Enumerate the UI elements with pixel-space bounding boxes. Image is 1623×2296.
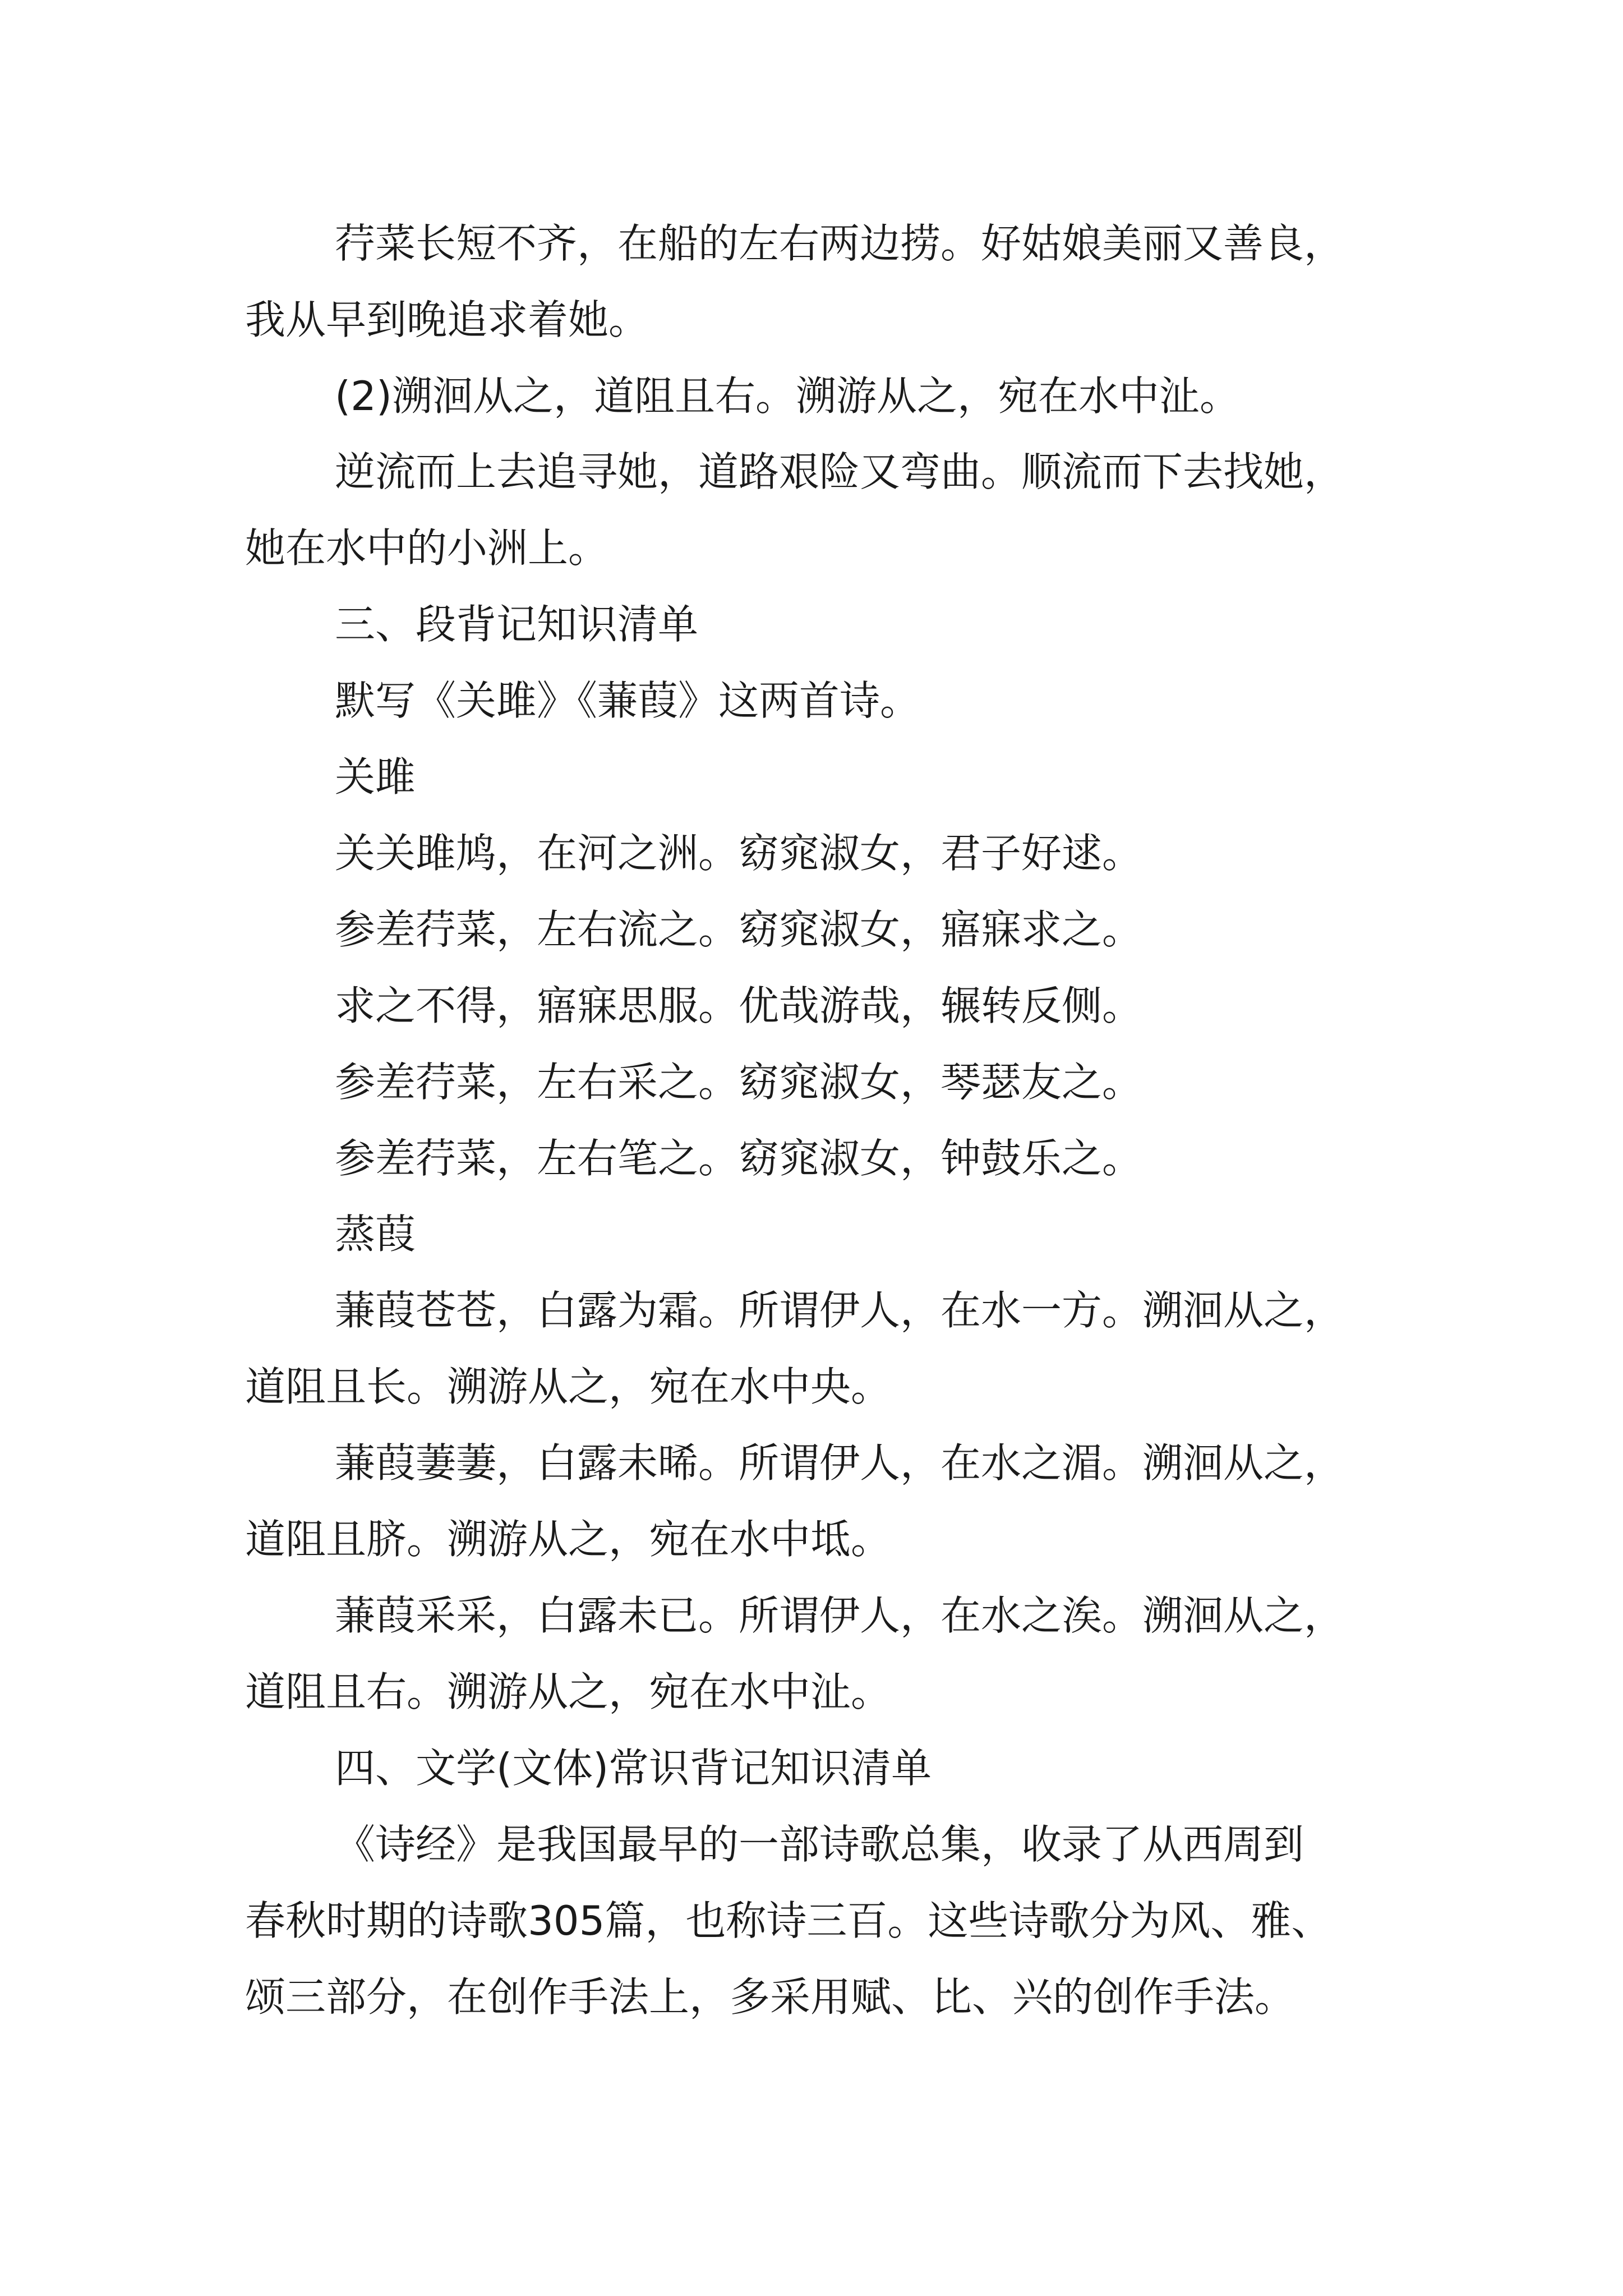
paragraph-line: (2)溯洄从之，道阻且右。溯游从之，宛在水中沚。: [335, 372, 1240, 420]
section-heading: 三、段背记知识清单: [335, 601, 699, 648]
poem-title: 关雎: [335, 753, 416, 800]
paragraph-line: 荇菜长短不齐，在船的左右两边捞。好姑娘美丽又善良，: [335, 220, 1345, 267]
paragraph-line: 默写《关雎》《蒹葭》这两首诗。: [335, 677, 921, 724]
poem-line: 蒹葭萋萋，白露未晞。所谓伊人，在水之湄。溯洄从之，: [335, 1439, 1345, 1487]
paragraph-line: 逆流而上去追寻她，道路艰险又弯曲。顺流而下去找她，: [335, 448, 1345, 495]
paragraph-line: 《诗经》是我国最早的一部诗歌总集，收录了从西周到: [335, 1821, 1304, 1868]
section-heading: 四、文学(文体)常识背记知识清单: [335, 1745, 932, 1792]
poem-line: 蒹葭采采，白露未已。所谓伊人，在水之涘。溯洄从之，: [335, 1592, 1345, 1639]
paragraph-line: 春秋时期的诗歌305篇，也称诗三百。这些诗歌分为风、雅、: [245, 1897, 1332, 1944]
poem-line: 求之不得，寤寐思服。优哉游哉，辗转反侧。: [335, 982, 1143, 1029]
poem-line: 关关雎鸠，在河之洲。窈窕淑女，君子好逑。: [335, 830, 1143, 877]
paragraph-line: 我从早到晚追求着她。: [245, 296, 649, 343]
poem-line: 参差荇菜，左右笔之。窈窕淑女，钟鼓乐之。: [335, 1135, 1143, 1182]
paragraph-line: 她在水中的小洲上。: [245, 524, 609, 572]
poem-line: 蒹葭苍苍，白露为霜。所谓伊人，在水一方。溯洄从之，: [335, 1287, 1345, 1334]
poem-title: 蒸葭: [335, 1211, 416, 1258]
paragraph-line: 颂三部分，在创作手法上，多采用赋、比、兴的创作手法。: [245, 1973, 1295, 2021]
poem-line: 道阻且脐。溯游从之，宛在水中坻。: [245, 1516, 892, 1563]
poem-line: 道阻且右。溯游从之，宛在水中沚。: [245, 1668, 892, 1715]
poem-line: 道阻且长。溯游从之，宛在水中央。: [245, 1363, 892, 1410]
poem-line: 参差荇菜，左右流之。窈窕淑女，寤寐求之。: [335, 906, 1143, 953]
poem-line: 参差荇菜，左右采之。窈窕淑女，琴瑟友之。: [335, 1059, 1143, 1106]
